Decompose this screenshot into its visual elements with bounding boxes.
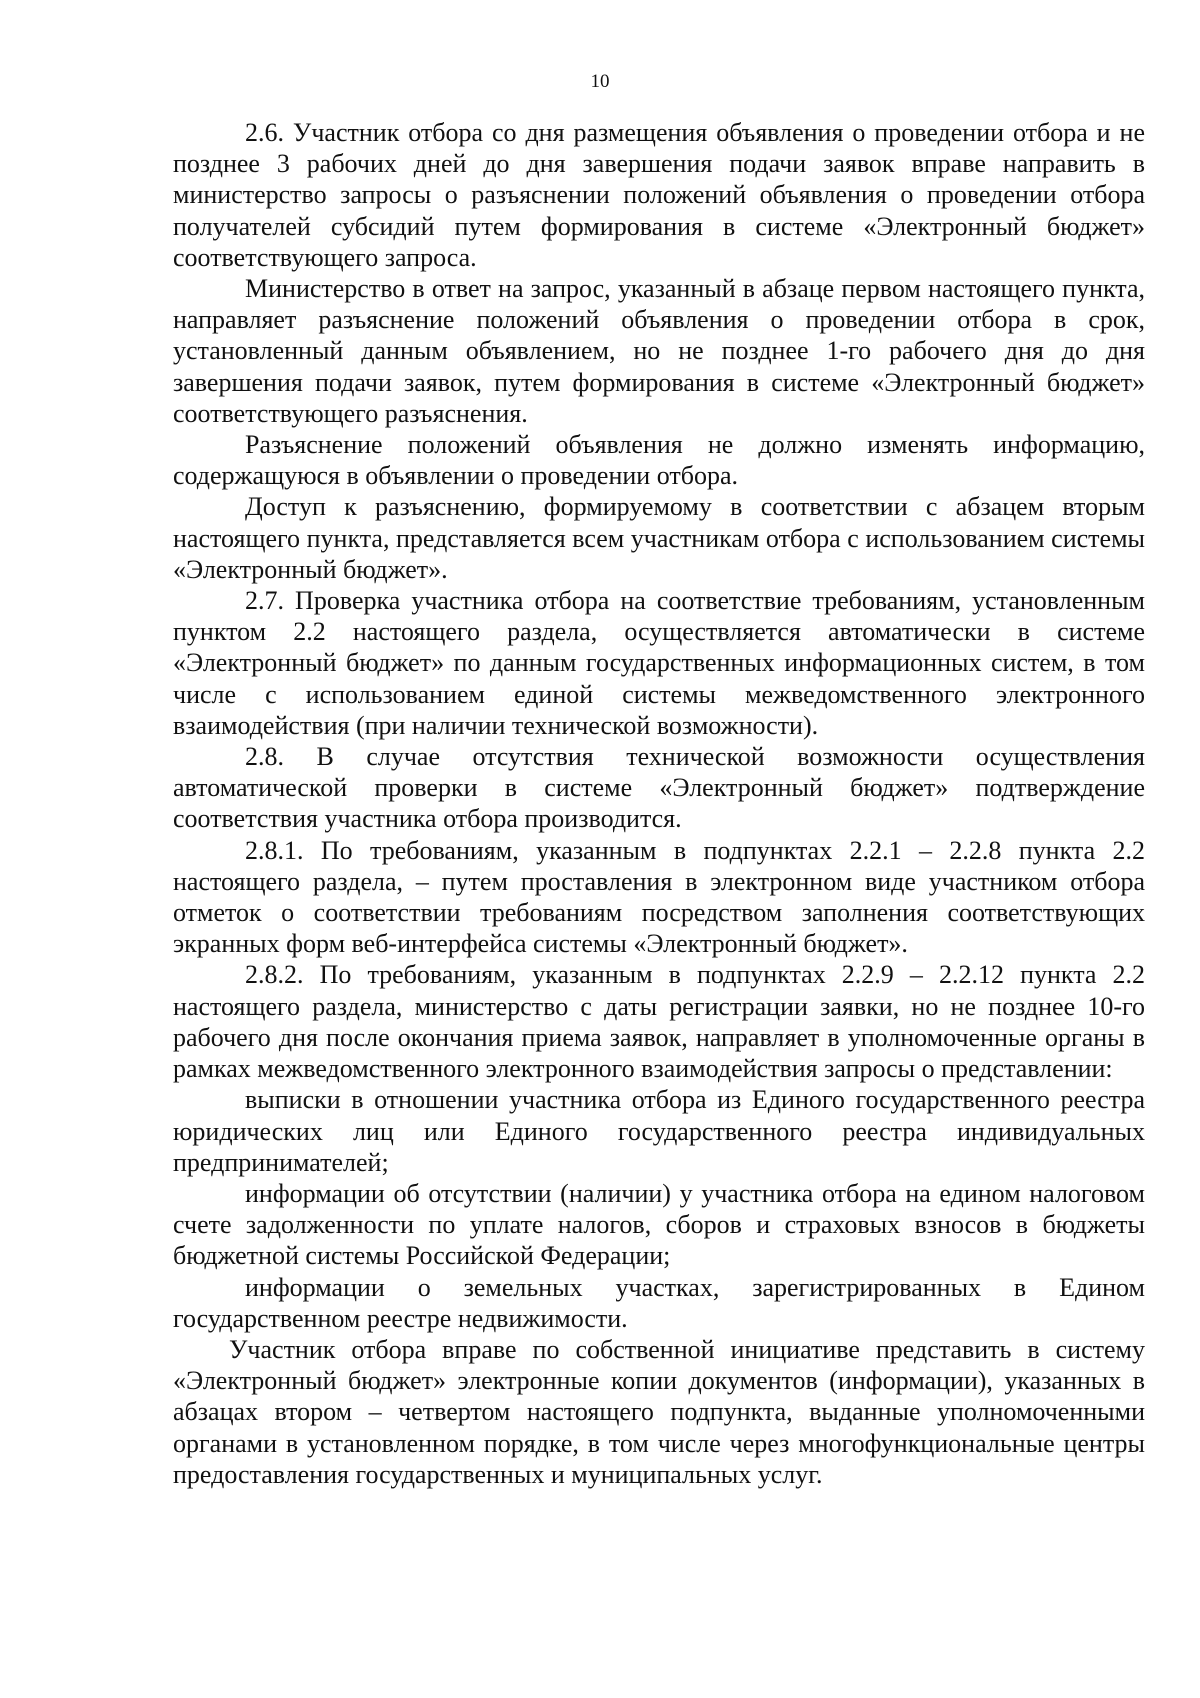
- paragraph-clarification-access: Доступ к разъяснению, формируемому в соответствии с абзацем вторым настоящего пункта, представляется всем участникам отбора с использованием системы «Электронный бюджет».: [173, 492, 1145, 584]
- paragraph-land-plots-info: информации о земельных участках, зарегистрированных в Едином государственном реестре недвижимости.: [173, 1272, 1145, 1333]
- paragraph-2-6: 2.6. Участник отбора со дня размещения объявления о проведении отбора и не позднее 3 рабочих дней до дня завершения подачи заявок вправе направить в министерство запросы о разъяснении положений объявления о проведении отбора получателей субсидий путем формирования в системе «Электронный бюджет» соответствующего запроса.: [173, 118, 1145, 272]
- document-body: [173, 117, 1145, 1490]
- paragraph-clarification-limits: Разъяснение положений объявления не должно изменять информацию, содержащуюся в объявлении о проведении отбора.: [173, 430, 1145, 491]
- paragraph-2-8: 2.8. В случае отсутствия технической возможности осуществления автоматической проверки в системе «Электронный бюджет» подтверждение соответствия участника отбора производится.: [173, 742, 1145, 834]
- paragraph-ministry-response: Министерство в ответ на запрос, указанный в абзаце первом настоящего пункта, направляет разъяснение положений объявления о проведении отбора в срок, установленный данным объявлением, но не позднее 1-го рабочего дня до дня завершения подачи заявок, путем формирования в системе «Электронный бюджет» соответствующего разъяснения.: [173, 274, 1145, 428]
- paragraph-2-8-1: 2.8.1. По требованиям, указанным в подпунктах 2.2.1 – 2.2.8 пункта 2.2 настоящего раздела, – путем проставления в электронном виде участником отбора отметок о соответствии требованиям посредством заполнения соответствующих экранных форм веб-интерфейса системы «Электронный бюджет».: [173, 835, 1145, 959]
- paragraph-registry-extract: выписки в отношении участника отбора из Единого государственного реестра юридических лиц или Единого государственного реестра индивидуальных предпринимателей;: [173, 1085, 1145, 1177]
- page-number: 10: [590, 71, 610, 92]
- paragraph-own-initiative: Участник отбора вправе по собственной инициативе представить в систему «Электронный бюджет» электронные копии документов (информации), указанных в абзацах втором – четвертом настоящего подпункта, выданные уполномоченными органами в установленном порядке, в том числе через многофункциональные центры предоставления государственных и муниципальных услуг.: [173, 1334, 1145, 1489]
- paragraph-2-7: 2.7. Проверка участника отбора на соответствие требованиям, установленным пунктом 2.2 настоящего раздела, осуществляется автоматически в системе «Электронный бюджет» по данным государственных информационных систем, в том числе с использованием единой системы межведомственного электронного взаимодействия (при наличии технической возможности).: [173, 586, 1145, 740]
- paragraph-tax-debt-info: информации об отсутствии (наличии) у участника отбора на едином налоговом счете задолженности по уплате налогов, сборов и страховых взносов в бюджеты бюджетной системы Российской Федерации;: [173, 1178, 1145, 1271]
- paragraph-2-8-2: 2.8.2. По требованиям, указанным в подпунктах 2.2.9 – 2.2.12 пункта 2.2 настоящего раздела, министерство с даты регистрации заявки, но не позднее 10-го рабочего дня после окончания приема заявок, направляет в уполномоченные органы в рамках межведомственного электронного взаимодействия запросы о представлении:: [173, 960, 1145, 1084]
